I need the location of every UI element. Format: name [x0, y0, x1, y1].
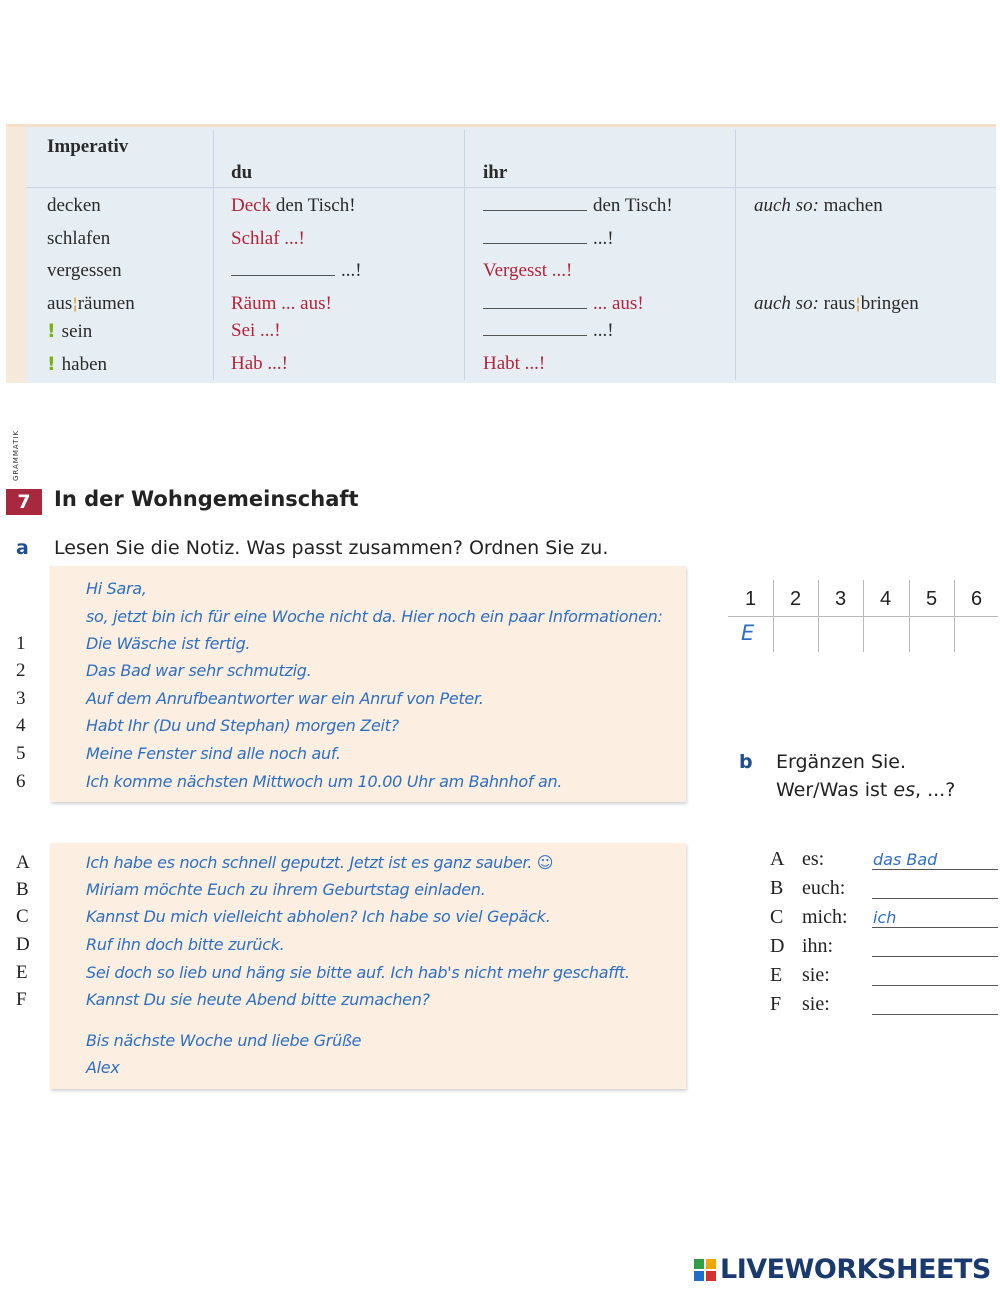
part-b-word: sie:: [802, 964, 830, 986]
grammar-verb: [47, 320, 92, 343]
answer-line: [872, 985, 998, 986]
part-b-answer[interactable]: ich: [873, 908, 897, 927]
note-item: Sei doch so lieb und häng sie bitte auf. Ich hab's nicht mehr geschafft.: [86, 963, 630, 982]
grammar-ihr-form: [483, 293, 644, 315]
verb-text: haben: [61, 354, 108, 375]
part-b-word: sie:: [802, 993, 830, 1015]
grid-header: 2: [789, 588, 802, 610]
part-a-letter: a: [16, 537, 29, 559]
grammar-ihr-form: [483, 195, 673, 217]
separable-mark: ¦: [72, 294, 78, 313]
part-b-instruction: Ergänzen Sie.: [776, 751, 907, 773]
answer-line: [872, 898, 998, 899]
grammar-du-form: [231, 195, 356, 217]
imperative-rest: den Tisch!: [271, 195, 356, 216]
separable-mark: ¦: [855, 294, 861, 313]
grammar-verb: [47, 353, 107, 376]
part-b-answer[interactable]: das Bad: [873, 850, 938, 869]
grid-header: 6: [970, 588, 983, 610]
imperative-rest: ...!: [593, 228, 614, 249]
note-item: Auf dem Anrufbeantworter war ein Anruf von Peter.: [86, 689, 484, 708]
grammar-ihr-form: [483, 228, 614, 250]
grammar-note: [754, 195, 883, 217]
note-item: Ruf ihn doch bitte zurück.: [86, 935, 285, 954]
grammar-side-label: GRAMMATIK: [12, 429, 20, 481]
question-es: es: [893, 779, 915, 801]
grammar-header-divider: [26, 187, 996, 188]
grammar-du-form: Schlaf ...!: [231, 228, 305, 249]
part-a-instruction: Lesen Sie die Notiz. Was passt zusammen? Ordnen Sie zu.: [54, 537, 609, 559]
grammar-col-divider: [213, 130, 214, 380]
grammar-du-form: Räum ... aus!: [231, 293, 332, 314]
grid-answer-cell[interactable]: [911, 620, 953, 650]
note-item: Das Bad war sehr schmutzig.: [86, 661, 312, 680]
exclamation-icon: !: [47, 353, 56, 375]
grammar-title: Imperativ: [47, 136, 129, 157]
note-item: Miriam möchte Euch zu ihrem Geburtstag einladen.: [86, 880, 486, 899]
liveworksheets-logo-icon: [694, 1259, 716, 1281]
note-closing: Bis nächste Woche und liebe Grüße: [86, 1031, 362, 1050]
grammar-col-divider: [464, 130, 465, 380]
grammar-ihr-form: [483, 320, 614, 342]
item-letter: B: [16, 879, 29, 900]
grammar-verb: vergessen: [47, 260, 122, 281]
grammar-verb: [47, 293, 135, 315]
grammar-verb: decken: [47, 195, 101, 216]
item-number: 1: [16, 633, 26, 654]
answer-line: [872, 927, 998, 928]
grid-header: 3: [834, 588, 847, 610]
grammar-col-du: du: [231, 162, 253, 183]
note-item: Kannst Du sie heute Abend bitte zumachen?: [86, 990, 430, 1009]
part-b-word: ihn:: [802, 935, 834, 957]
blank-line: [483, 198, 587, 211]
part-b-question: [776, 779, 955, 801]
grid-answer-cell[interactable]: [775, 620, 817, 650]
note-item: Meine Fenster sind alle noch auf.: [86, 744, 341, 763]
part-b-letter: b: [739, 751, 753, 773]
note-item: Die Wäsche ist fertig.: [86, 634, 251, 653]
exercise-title: In der Wohngemeinschaft: [54, 487, 359, 511]
item-number: 2: [16, 660, 26, 681]
note-prefix: auch so:: [754, 195, 819, 216]
answer-line: [872, 869, 998, 870]
grammar-du-form: [231, 260, 362, 282]
blank-line: [483, 231, 587, 244]
note-card-1: [50, 566, 686, 802]
grid-header: 5: [925, 588, 938, 610]
item-letter: D: [16, 934, 30, 955]
note-prefix: auch so:: [754, 293, 819, 314]
grammar-ihr-form: Habt ...!: [483, 353, 546, 374]
grammar-du-form: Sei ...!: [231, 320, 281, 341]
grammar-col-ihr: ihr: [483, 162, 508, 183]
imperative-rest: den Tisch!: [593, 195, 673, 216]
grammar-side-strip: [6, 127, 26, 383]
note-text: raus: [818, 293, 856, 314]
item-letter: A: [16, 852, 30, 873]
blank-line: [231, 263, 335, 276]
part-b-letter-item: E: [770, 964, 783, 986]
part-b-word: mich:: [802, 906, 848, 928]
exclamation-icon: !: [47, 320, 56, 342]
question-text: Wer/Was ist: [776, 779, 894, 801]
verb-text: sein: [61, 321, 93, 342]
blank-line: [483, 296, 587, 309]
imperative-rest: ... aus!: [593, 293, 644, 314]
grid-answer-cell[interactable]: E: [741, 621, 755, 645]
grid-header: 4: [879, 588, 892, 610]
grid-answer-cell[interactable]: [820, 620, 862, 650]
item-number: 4: [16, 715, 26, 736]
note-item: Habt Ihr (Du und Stephan) morgen Zeit?: [86, 716, 399, 735]
grammar-du-form: Hab ...!: [231, 353, 288, 374]
verb-stem: räumen: [77, 293, 135, 314]
note-text: bringen: [860, 293, 919, 314]
imperative-highlight: Deck: [231, 195, 272, 216]
note-intro: so, jetzt bin ich für eine Woche nicht da. Hier noch ein paar Informationen:: [86, 607, 663, 626]
note-greeting: Hi Sara,: [86, 579, 147, 598]
grammar-col-divider: [735, 130, 736, 380]
grid-answer-cell[interactable]: [956, 620, 998, 650]
part-b-word: euch:: [802, 877, 846, 899]
part-b-letter-item: F: [770, 993, 782, 1015]
note-text: machen: [818, 195, 883, 216]
part-b-letter-item: C: [770, 906, 784, 928]
grammar-verb: schlafen: [47, 228, 111, 249]
item-number: 5: [16, 743, 26, 764]
part-b-letter-item: A: [770, 848, 785, 870]
note-item: Ich habe es noch schnell geputzt. Jetzt ist es ganz sauber. ☺: [86, 853, 554, 872]
part-b-letter-item: D: [770, 935, 785, 957]
grammar-note: [754, 293, 919, 315]
grid-answer-cell[interactable]: [865, 620, 907, 650]
note-item: Kannst Du mich vielleicht abholen? Ich habe so viel Gepäck.: [86, 907, 551, 926]
blank-line: [483, 323, 587, 336]
question-text: , ...?: [915, 779, 956, 801]
item-letter: C: [16, 906, 29, 927]
part-b-word: es:: [802, 848, 825, 870]
liveworksheets-brand[interactable]: LIVEWORKSHEETS: [720, 1254, 991, 1285]
exercise-number: 7: [6, 489, 42, 515]
grid-header: 1: [744, 588, 757, 610]
note-item: Ich komme nächsten Mittwoch um 10.00 Uhr am Bahnhof an.: [86, 772, 563, 791]
item-number: 3: [16, 688, 26, 709]
answer-line: [872, 956, 998, 957]
verb-prefix: aus: [47, 293, 73, 314]
item-letter: F: [16, 989, 27, 1010]
imperative-rest: ...!: [593, 320, 614, 341]
item-number: 6: [16, 771, 26, 792]
item-letter: E: [16, 962, 28, 983]
grammar-ihr-form: Vergesst ...!: [483, 260, 573, 281]
imperative-rest: ...!: [341, 260, 362, 281]
answer-line: [872, 1014, 998, 1015]
part-b-letter-item: B: [770, 877, 784, 899]
note-signature: Alex: [86, 1058, 120, 1077]
